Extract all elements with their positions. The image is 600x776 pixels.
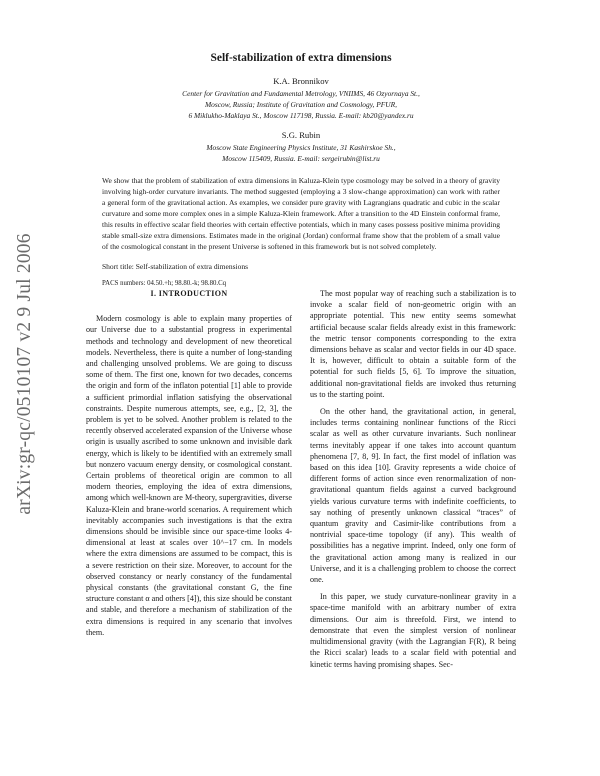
- affiliation-line: 6 Miklukho-Maklaya St., Moscow 117198, Russia. E-mail: kb20@yandex.ru: [188, 111, 414, 120]
- affiliation-line: Moscow, Russia; Institute of Gravitation and Cosmology, PFUR,: [204, 100, 397, 109]
- paragraph: In this paper, we study curvature-nonlinear gravity in a space-time manifold with an arbitrary number of extra dimensions. Our aim is threefold. First, we intend to demonstrate that even the simplest version of nonlinear multidimensional gravity (with the Lagrangian F(R), R being the Ricci scalar) leads to a scalar field with potential and kinetic terms having promising shapes. Sec-: [310, 592, 516, 669]
- author-block-2: [86, 130, 516, 164]
- body-columns: [86, 288, 516, 670]
- pacs-numbers: PACS numbers: 04.50.+h; 98.80.-k; 98.80.Cq: [102, 280, 227, 287]
- paper-title: Self-stabilization of extra dimensions: [210, 52, 392, 64]
- affiliation-line: Moscow 115409, Russia. E-mail: sergeirubin@list.ru: [222, 154, 380, 163]
- paragraph: On the other hand, the gravitational action, in general, includes terms containing nonlinear functions of the Ricci scalar as well as other curvature invariants. Such nonlinear terms inevitably appear if one takes into account quantum phenomena [7, 8, 9]. In fact, the first model of inflation was based on this idea [10]. Gravity represents a wide choice of different forms of action since even renormalization of non-gravitational quantum fields against a curved background yields various curvature terms with indefinite coefficients, to say nothing of presently unknown classical “traces” of quantum gravity and Casimir-like contributions from a nontrivial space-time topology (if any). This wealth of possibilities has a negative imprint. Indeed, only one form of the gravitational action among many is realized in our Universe, and it is a challenging problem to choose the correct one.: [310, 407, 516, 585]
- right-column: [310, 288, 516, 670]
- affiliation-line: Moscow State Engineering Physics Institute, 31 Kashirskoe Sh.,: [206, 143, 396, 152]
- paragraph: The most popular way of reaching such a stabilization is to invoke a scalar field of non-geometric origin with an appropriate potential. This new entity seems somewhat artificial because scalar fields already exist in this framework: the metric tensor components corresponding to the extra dimensions behave as scalar and vector fields in our 4D space. It is, however, difficult to obtain a suitable form of the potential for such fields [5, 6]. To improve the situation, additional non-gravitational fields are invoked thus returning us to the starting point.: [310, 289, 516, 399]
- short-title: Short title: Self-stabilization of extra dimensions: [102, 262, 249, 271]
- author-block-1: [86, 76, 516, 121]
- left-column: [86, 288, 292, 670]
- author-name: K.A. Bronnikov: [273, 76, 329, 86]
- abstract: We show that the problem of stabilization of extra dimensions in Kaluza-Klein type cosmology may be solved in a theory of gravity involving high-order curvature invariants. The method suggested (employing a 3 slow-change approximation) can work with rather a general form of the gravitational action. As examples, we consider pure gravity with Lagrangians quadratic and cubic in the scalar curvature and some more complex ones in a simple Kaluza-Klein framework. After a transition to the 4D Einstein conformal frame, this results in effective scalar field theories with certain effective potentials, which in many cases possess positive minima providing stable small-size extra dimensions. Estimates made in the original (Jordan) conformal frame show that the problem of a small value of the cosmological constant in the present Universe is softened in this framework but is not solved completely.: [102, 176, 500, 251]
- arxiv-identifier: arXiv:gr-qc/0510107 v2 9 Jul 2006: [14, 233, 35, 515]
- paragraph: Modern cosmology is able to explain many properties of our Universe due to a substantial progress in experimental methods and technology and development of new theoretical models. Nevertheless, there is quite a number of long-standing and challenging unsolved problems. We are going to discuss some of them. The first one, known for two decades, concerns the origin and form of the inflaton potential [1] able to provide a sufficient primordial inflation satisfying the observational constraints. Despite numerous attempts, see, e.g., [2, 3], the problem is yet to be solved. Another problem is related to the recently observed accelerated expansion of the Universe whose origin is usually ascribed to some unknown and invisible dark energy, which is likely to be identified with an extremely small but nonzero vacuum energy density, or cosmological constant. Certain problems of theoretical origin are common to all modern theories, employing the idea of extra dimensions, among which well-known are M-theory, supergravities, diverse Kaluza-Klein and brane-world scenarios. A requirement which inevitably accompanies such investigations is that the extra dimensions should be invisible since our space-time looks 4-dimensional at least at scales over 10^−17 cm. In models where the extra dimensions are assumed to be compact, this is a severe restriction on their size. Moreover, to account for the observed constancy or nearly constancy of the fundamental physical constants (the gravitational constant G, the fine structure constant α and others [4]), this size should be constant and stable, and therefore a mechanism of stabilization of the extra dimensions is required in any scenario that involves them.: [86, 314, 292, 637]
- section-heading: I. INTRODUCTION: [150, 289, 228, 298]
- author-name: S.G. Rubin: [281, 130, 321, 140]
- affiliation-line: Center for Gravitation and Fundamental Metrology, VNIIMS, 46 Ozyornaya St.,: [182, 89, 420, 98]
- arxiv-sidebar-stamp: [8, 184, 42, 564]
- paper-front-matter: [86, 52, 516, 287]
